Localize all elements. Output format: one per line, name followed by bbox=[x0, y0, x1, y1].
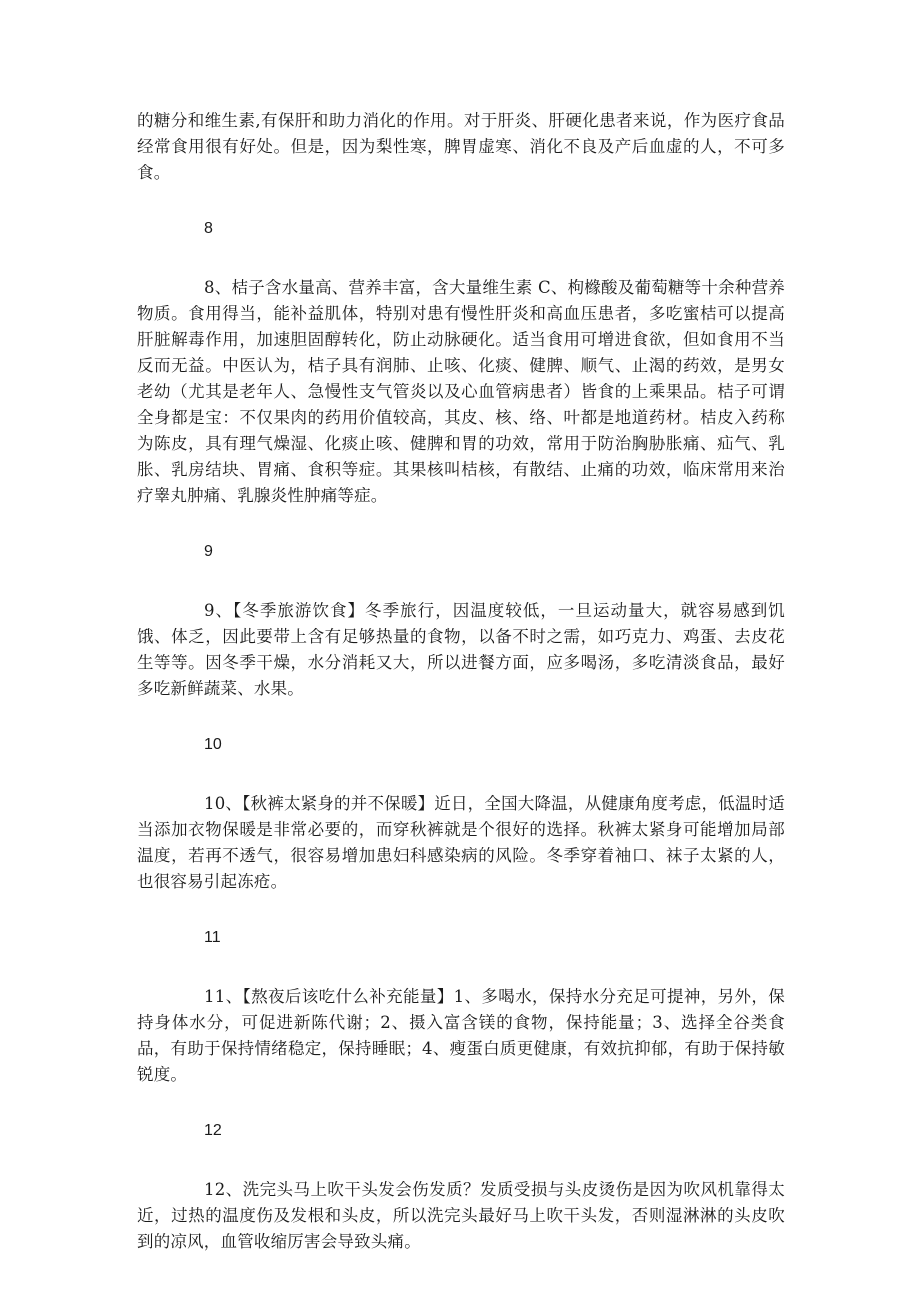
section-number-11: 11 bbox=[204, 929, 221, 946]
section-paragraph-11: 11、【熬夜后该吃什么补充能量】1、多喝水，保持水分充足可提神，另外，保持身体水分，可促进新陈代谢；2、摄入富含镁的食物，保持能量；3、选择全谷类食品，有助于保持情绪稳定，保持睡眠；4、瘦蛋白质更健康，有效抗抑郁，有助于保持敏锐度。 bbox=[137, 987, 785, 1084]
section-paragraph-12: 12、洗完头马上吹干头发会伤发质？发质受损与头皮烫伤是因为吹风机靠得太近，过热的温度伤及发根和头皮，所以洗完头最好马上吹干头发，否则湿淋淋的头皮吹到的凉风，血管收缩厉害会导致头痛。 bbox=[137, 1180, 785, 1251]
section-paragraph-9: 9、【冬季旅游饮食】冬季旅行，因温度较低，一旦运动量大，就容易感到饥饿、体乏，因此要带上含有足够热量的食物，以备不时之需，如巧克力、鸡蛋、去皮花生等等。因冬季干燥，水分消耗又大，所以进餐方面，应多喝汤，多吃清淡食品，最好多吃新鲜蔬菜、水果。 bbox=[137, 601, 785, 698]
document-body bbox=[137, 108, 785, 1255]
section-paragraph-10: 10、【秋裤太紧身的并不保暖】近日，全国大降温，从健康角度考虑，低温时适当添加衣物保暖是非常必要的，而穿秋裤就是个很好的选择。秋裤太紧身可能增加局部温度，若再不透气，很容易增加患妇科感染病的风险。冬季穿着袖口、袜子太紧的人，也很容易引起冻疮。 bbox=[137, 794, 785, 891]
section-paragraph-8: 8、桔子含水量高、营养丰富，含大量维生素 C、枸橼酸及葡萄糖等十余种营养物质。食用得当，能补益肌体，特别对患有慢性肝炎和高血压患者，多吃蜜桔可以提高肝脏解毒作用，加速胆固醇转化，防止动脉硬化。适当食用可增进食欲，但如食用不当反而无益。中医认为，桔子具有润肺、止咳、化痰、健脾、顺气、止渴的药效，是男女老幼（尤其是老年人、急慢性支气管炎以及心血管病患者）皆食的上乘果品。桔子可谓全身都是宝：不仅果肉的药用价值较高，其皮、核、络、叶都是地道药材。桔皮入药称为陈皮，具有理气燥湿、化痰止咳、健脾和胃的功效，常用于防治胸胁胀痛、疝气、乳胀、乳房结块、胃痛、食积等症。其果核叫桔核，有散结、止痛的功效，临床常用来治疗睾丸肿痛、乳腺炎性肿痛等症。 bbox=[137, 278, 785, 505]
section-number-9: 9 bbox=[204, 543, 213, 560]
intro-paragraph: 的糖分和维生素,有保肝和助力消化的作用。对于肝炎、肝硬化患者来说，作为医疗食品经常食用很有好处。但是，因为梨性寒，脾胃虚寒、消化不良及产后血虚的人，不可多食。 bbox=[137, 111, 785, 182]
section-number-10: 10 bbox=[204, 736, 222, 753]
section-number-12: 12 bbox=[204, 1122, 222, 1139]
section-number-8: 8 bbox=[204, 220, 213, 237]
